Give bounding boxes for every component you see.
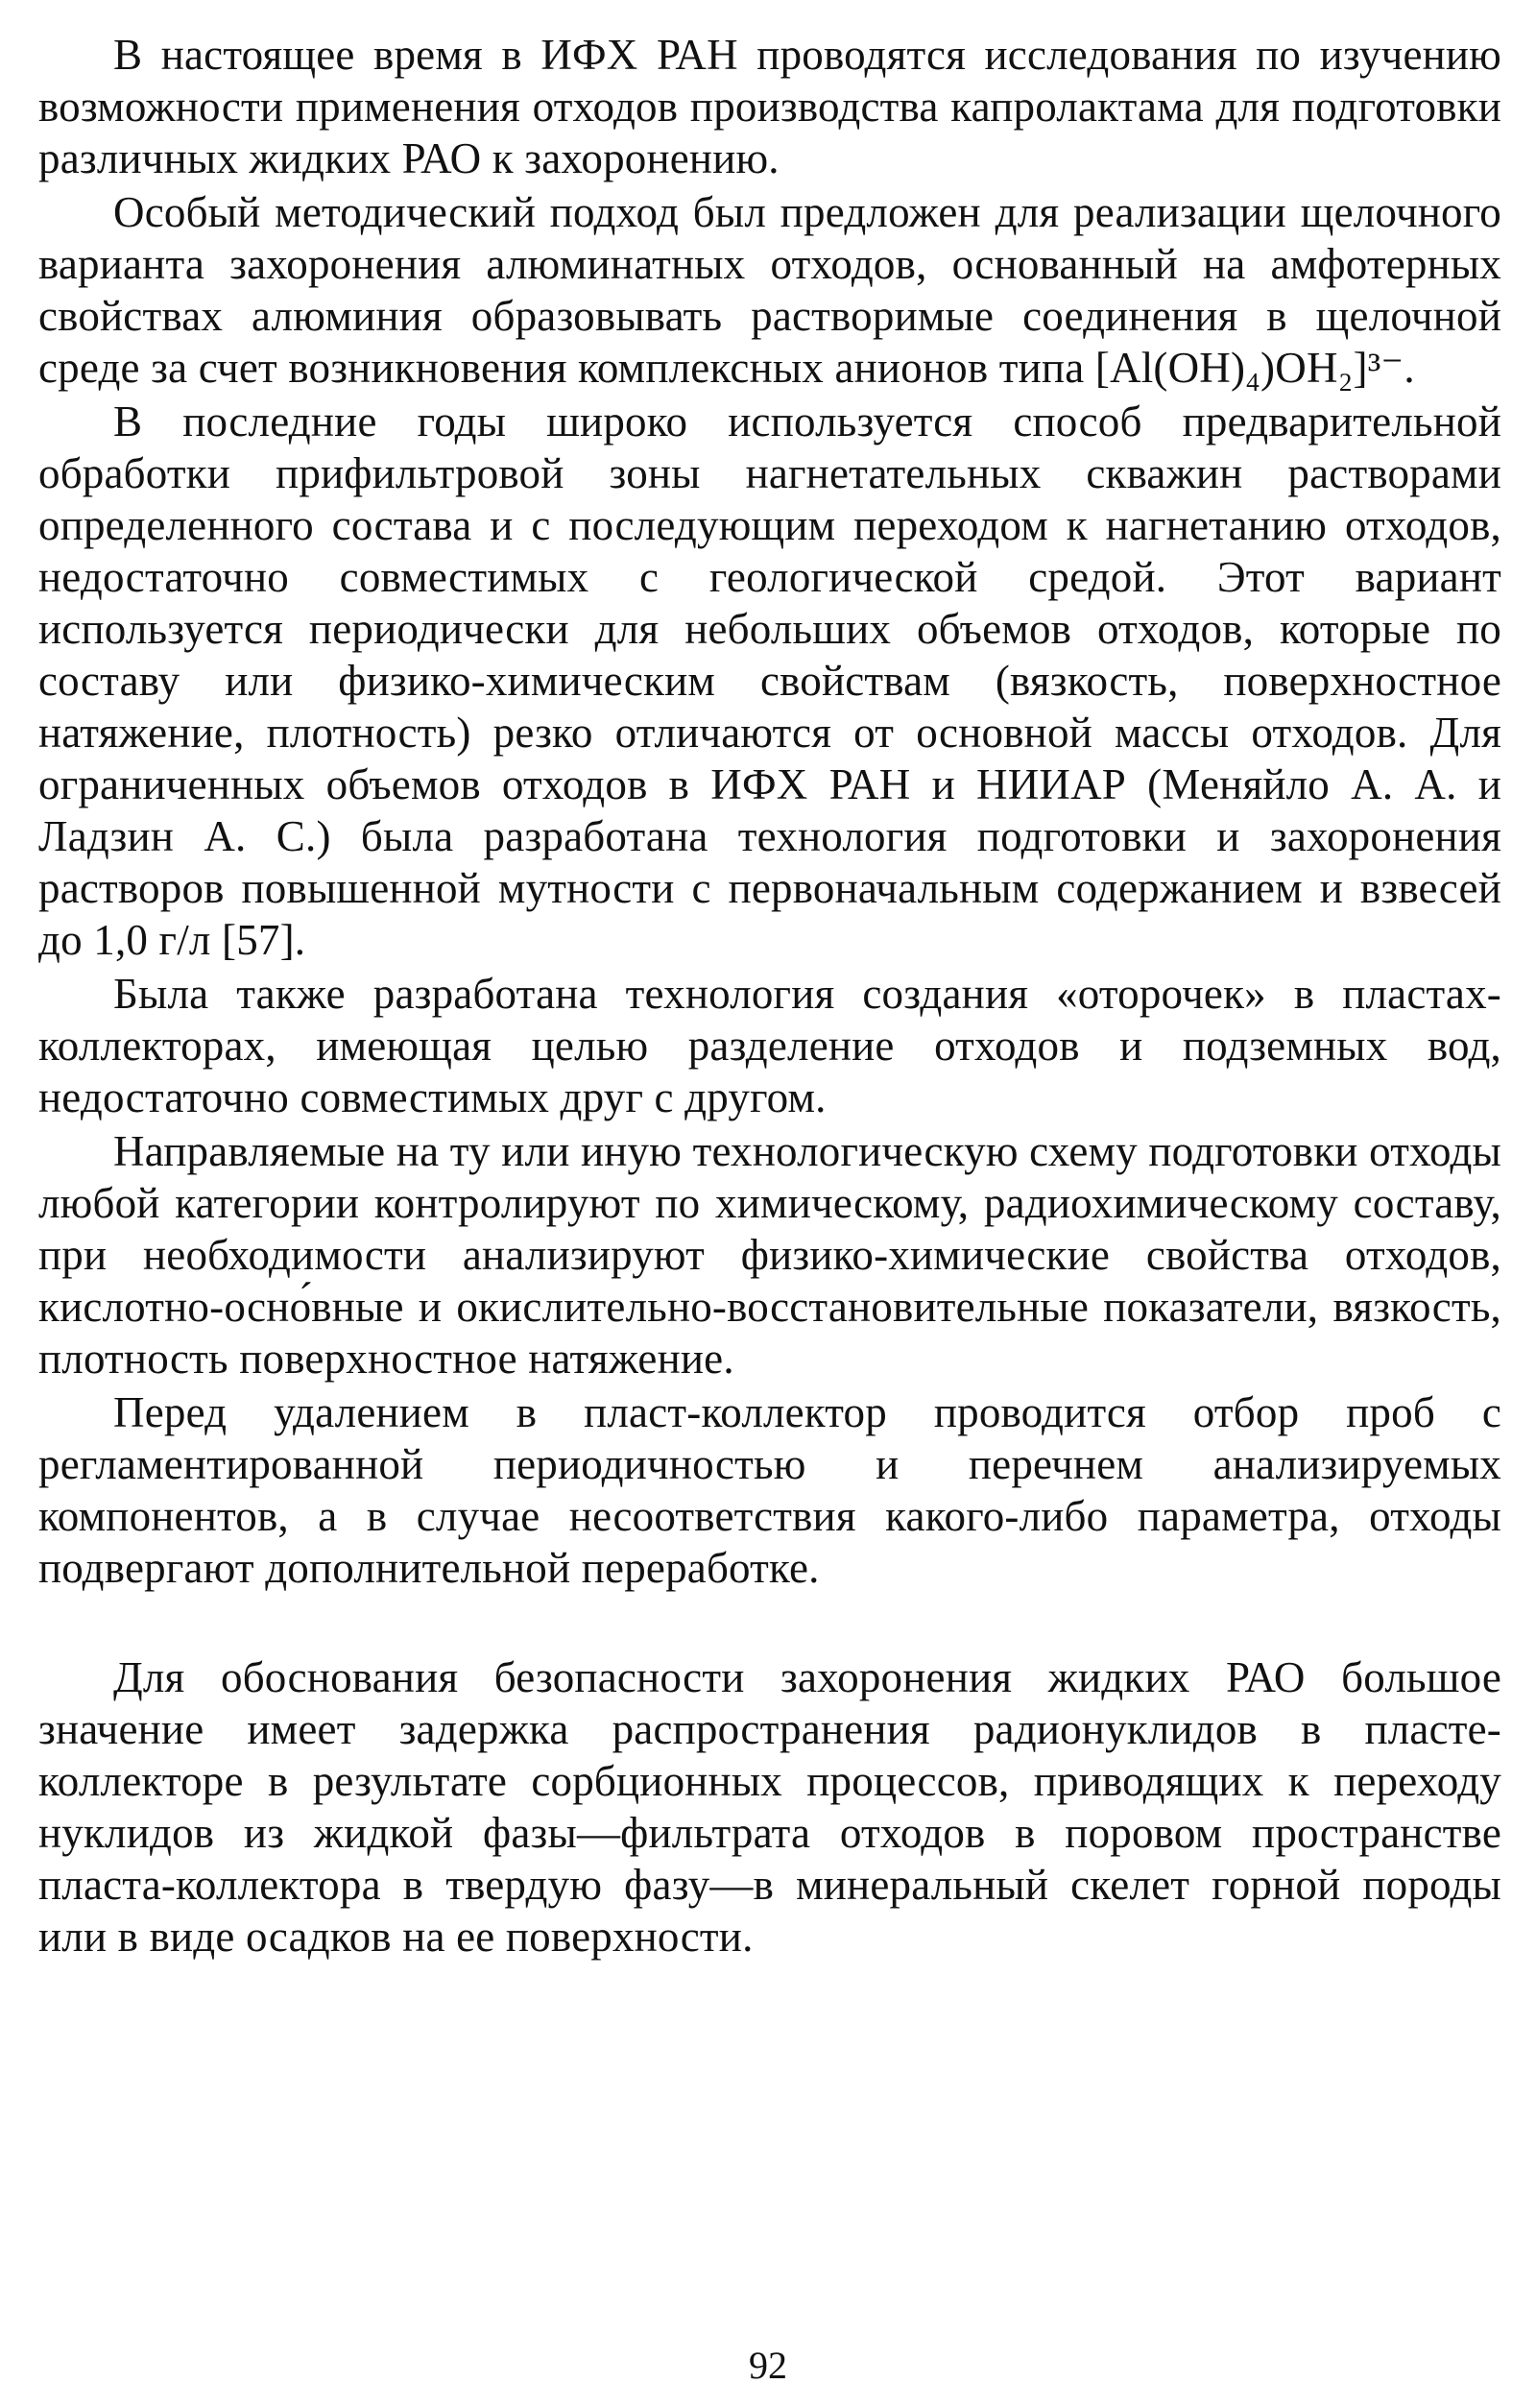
paragraph-1: В настоящее время в ИФХ РАН проводятся исследования по изучению возможности применения отходов производства капролактама для подготовки различных жидких РАО к захоронению. — [38, 31, 1501, 182]
paragraph-5: Направляемые на ту или иную технологическую схему подготовки отходы любой категории контролируют по химическому, радиохимическому составу, при необходимости анализируют физико-химические свойства отходов, кислотно-осно́вные и окислительно-восстановительные показатели, вязкость, плотность поверхностное натяжение. — [38, 1127, 1501, 1383]
paragraph-3: В последние годы широко используется способ предварительной обработки прифильтровой зоны нагнетательных скважин растворами определенного состава и с последующим переходом к нагнетанию отходов, недостаточно совместимых с геологической средой. Этот вариант используется периодически для небольших объемов отходов, которые по составу или физико-химическим свойствам (вязкость, поверхностное натяжение, плотность) резко отличаются от основной массы отходов. Для ограниченных объемов отходов в ИФХ РАН и НИИАР (Меняйло А. А. и Ладзин А. С.) была разработана технология подготовки и захоронения растворов повышенной мутности с первоначальным содержанием и взвесей до 1,0 г/л [57]. — [38, 397, 1501, 964]
paragraph-4: Была также разработана технология создания «оторочек» в пластах-коллекторах, имеющая целью разделение отходов и подземных вод, недостаточно совместимых друг с другом. — [38, 970, 1501, 1121]
paragraph-2: Особый методический подход был предложен для реализации щелочного варианта захоронения алюминатных отходов, основанный на амфотерных свойствах алюминия образовывать растворимые соединения в щелочной среде за счет возникновения комплексных анионов типа [Al(OH)₄)OH₂]³⁻. — [38, 188, 1501, 392]
paragraph-6: Перед удалением в пласт-коллектор проводится отбор проб с регламентированной периодичностью и перечнем анализируемых компонентов, а в случае несоответствия какого-либо параметра, отходы подвергают дополнительной переработке. — [38, 1388, 1501, 1592]
page-number: 92 — [749, 2344, 787, 2387]
body-text — [38, 29, 1501, 1963]
paragraph-7: Для обоснования безопасности захоронения жидких РАО большое значение имеет задержка распространения радионуклидов в пласте-коллекторе в результате сорбционных процессов, приводящих к переходу нуклидов из жидкой фазы—фильтрата отходов в поровом пространстве пласта-коллектора в твердую фазу—в минеральный скелет горной породы или в виде осадков на ее поверхности. — [38, 1653, 1501, 1961]
